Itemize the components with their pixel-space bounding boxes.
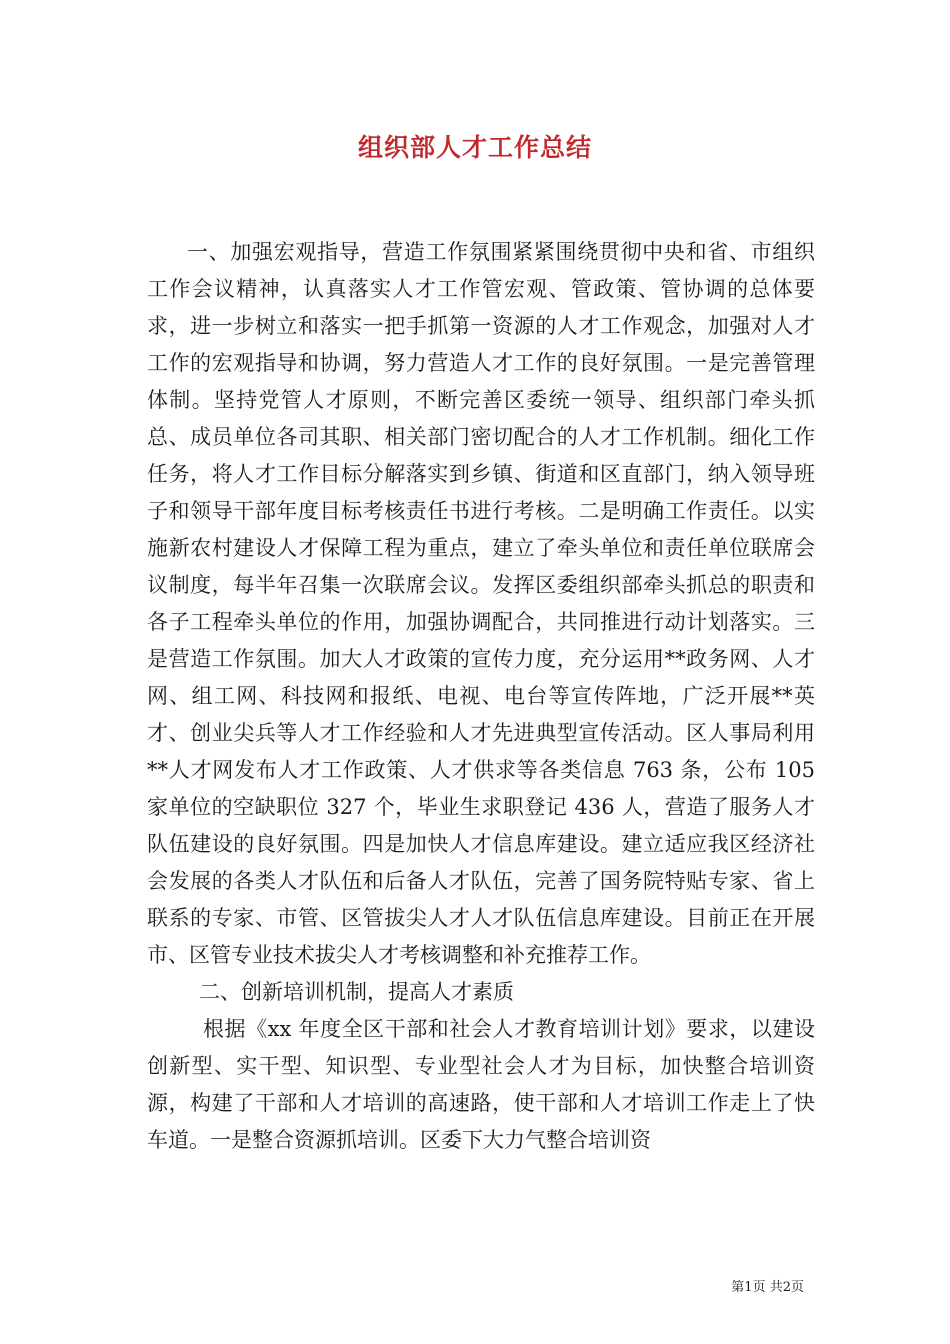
- footer-current-page: 1: [744, 1280, 753, 1295]
- document-body: [147, 234, 815, 1159]
- page-footer: [731, 1276, 804, 1295]
- document-title: 组织部人才工作总结: [357, 133, 592, 162]
- footer-prefix: 第: [731, 1280, 745, 1295]
- footer-suffix: 页: [790, 1280, 804, 1295]
- paragraph-section-one: 一、加强宏观指导，营造工作氛围紧紧围绕贯彻中央和省、市组织工作会议精神，认真落实人才工作管宏观、管政策、管协调的总体要求，进一步树立和落实一把手抓第一资源的人才工作观念，加强对人才工作的宏观指导和协调，努力营造人才工作的良好氛围。一是完善管理体制。坚持党管人才原则，不断完善区委统一领导、组织部门牵头抓总、成员单位各司其职、相关部门密切配合的人才工作机制。细化工作任务，将人才工作目标分解落实到乡镇、街道和区直部门，纳入领导班子和领导干部年度目标考核责任书进行考核。二是明确工作责任。以实施新农村建设人才保障工程为重点，建立了牵头单位和责任单位联席会议制度，每半年召集一次联席会议。发挥区委组织部牵头抓总的职责和各子工程牵头单位的作用，加强协调配合，共同推进行动计划落实。三是营造工作氛围。加大人才政策的宣传力度，充分运用**政务网、人才网、组工网、科技网和报纸、电视、电台等宣传阵地，广泛开展**英才、创业尖兵等人才工作经验和人才先进典型宣传活动。区人事局利用**人才网发布人才工作政策、人才供求等各类信息 763 条，公布 105 家单位的空缺职位 327 个，毕业生求职登记 436 人，营造了服务人才队伍建设的良好氛围。四是加快人才信息库建设。建立适应我区经济社会发展的各类人才队伍和后备人才队伍，完善了国务院特贴专家、省上联系的专家、市管、区管拔尖人才人才队伍信息库建设。目前正在开展市、区管专业技术拔尖人才考核调整和补充推荐工作。: [147, 240, 815, 967]
- section-two-heading: 二、创新培训机制，提高人才素质: [199, 980, 514, 1004]
- footer-total-pages: 2: [782, 1280, 791, 1295]
- footer-middle: 页 共: [752, 1280, 783, 1295]
- paragraph-section-two: 根据《xx 年度全区干部和社会人才教育培训计划》要求，以建设创新型、实干型、知识型、专业型社会人才为目标，加快整合培训资源，构建了干部和人才培训的高速路，使干部和人才培训工作走上了快车道。一是整合资源抓培训。区委下大力气整合培训资: [147, 1017, 815, 1152]
